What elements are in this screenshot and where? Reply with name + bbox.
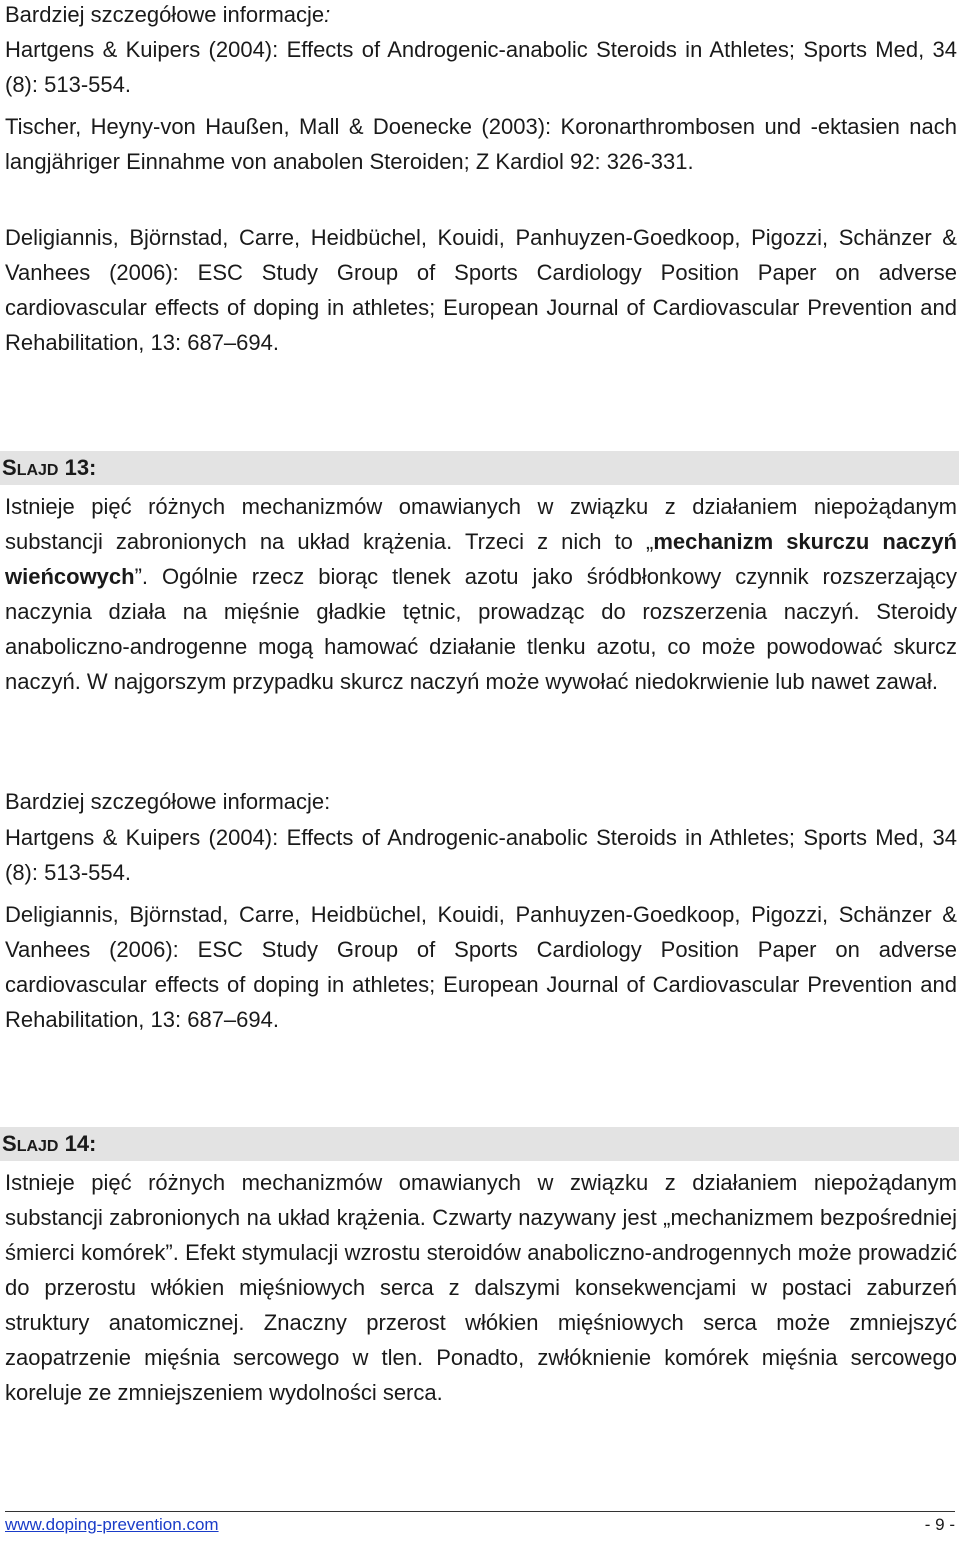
reference-deligiannis-2: Deligiannis, Björnstad, Carre, Heidbüchel, Kouidi, Panhuyzen-Goedkoop, Pigozzi, Schänzer & Vanhees (2006): ESC Study Group of Sports Cardiology Position Paper on adverse cardiovascular effects of doping in athletes; European Journal of Cardiovascular Prevention and Rehabilitation, 13: 687–694. [5, 902, 957, 1032]
more-info-heading-1: Bardziej szczegółowe informacje: [5, 2, 331, 27]
reference-deligiannis-1: Deligiannis, Björnstad, Carre, Heidbüchel, Kouidi, Panhuyzen-Goedkoop, Pigozzi, Schänzer & Vanhees (2006): ESC Study Group of Sports Cardiology Position Paper on adverse cardiovascular effects of doping in athletes; European Journal of Cardiovascular Prevention and Rehabilitation, 13: 687–694. [5, 225, 957, 355]
reference-hartgens-2: Hartgens & Kuipers (2004): Effects of Androgenic-anabolic Steroids in Athletes; Sports Med, 34 (8): 513-554. [5, 825, 957, 885]
footer-website-link[interactable]: www.doping-prevention.com [5, 1515, 219, 1534]
slide-14-text: Istnieje pięć różnych mechanizmów omawianych w związku z działaniem niepożądanym substancji zabronionych na układ krążenia. Czwarty nazywany jest „mechanizmem bezpośredniej śmierci komórek”. Efekt stymulacji wzrostu steroidów anaboliczno-androgennych może prowadzić do przerostu włókien mięśniowych serca z dalszymi konsekwencjami w postaci zaburzeń struktury anatomicznej. Znaczny przerost włókien mięśniowych serca może zmniejszyć zaopatrzenie mięśnia sercowego w tlen. Ponadto, zwłóknienie komórek mięśnia sercowego koreluje ze zmniejszeniem wydolności serca. [5, 1170, 957, 1405]
slide-14-heading: SLAJD 14: [0, 1127, 959, 1161]
page-number: - 9 - [924, 1515, 955, 1534]
reference-tischer: Tischer, Heyny-von Haußen, Mall & Doenecke (2003): Koronarthrombosen und -ektasien nach langjähriger Einnahme von anabolen Steroiden; Z Kardiol 92: 326-331. [5, 114, 957, 174]
page-footer [5, 1511, 955, 1538]
reference-hartgens-1: Hartgens & Kuipers (2004): Effects of Androgenic-anabolic Steroids in Athletes; Sports Med, 34 (8): 513-554. [5, 37, 957, 97]
slide-13-heading: SLAJD 13: [0, 451, 959, 485]
slide-13-text: Istnieje pięć różnych mechanizmów omawianych w związku z działaniem niepożądanym substancji zabronionych na układ krążenia. Trzeci z nich to „mechanizm skurczu naczyń wieńcowych”. Ogólnie rzecz biorąc tlenek azotu jako śródbłonkowy czynnik rozszerzający naczynia działa na mięśnie gładkie tętnic, prowadząc do rozszerzenia naczyń. Steroidy anaboliczno-androgenne mogą hamować działanie tlenku azotu, co może powodować skurcz naczyń. W najgorszym przypadku skurcz naczyń może wywołać niedokrwienie lub nawet zawał. [5, 494, 957, 694]
more-info-heading-2: Bardziej szczegółowe informacje: [5, 789, 331, 814]
